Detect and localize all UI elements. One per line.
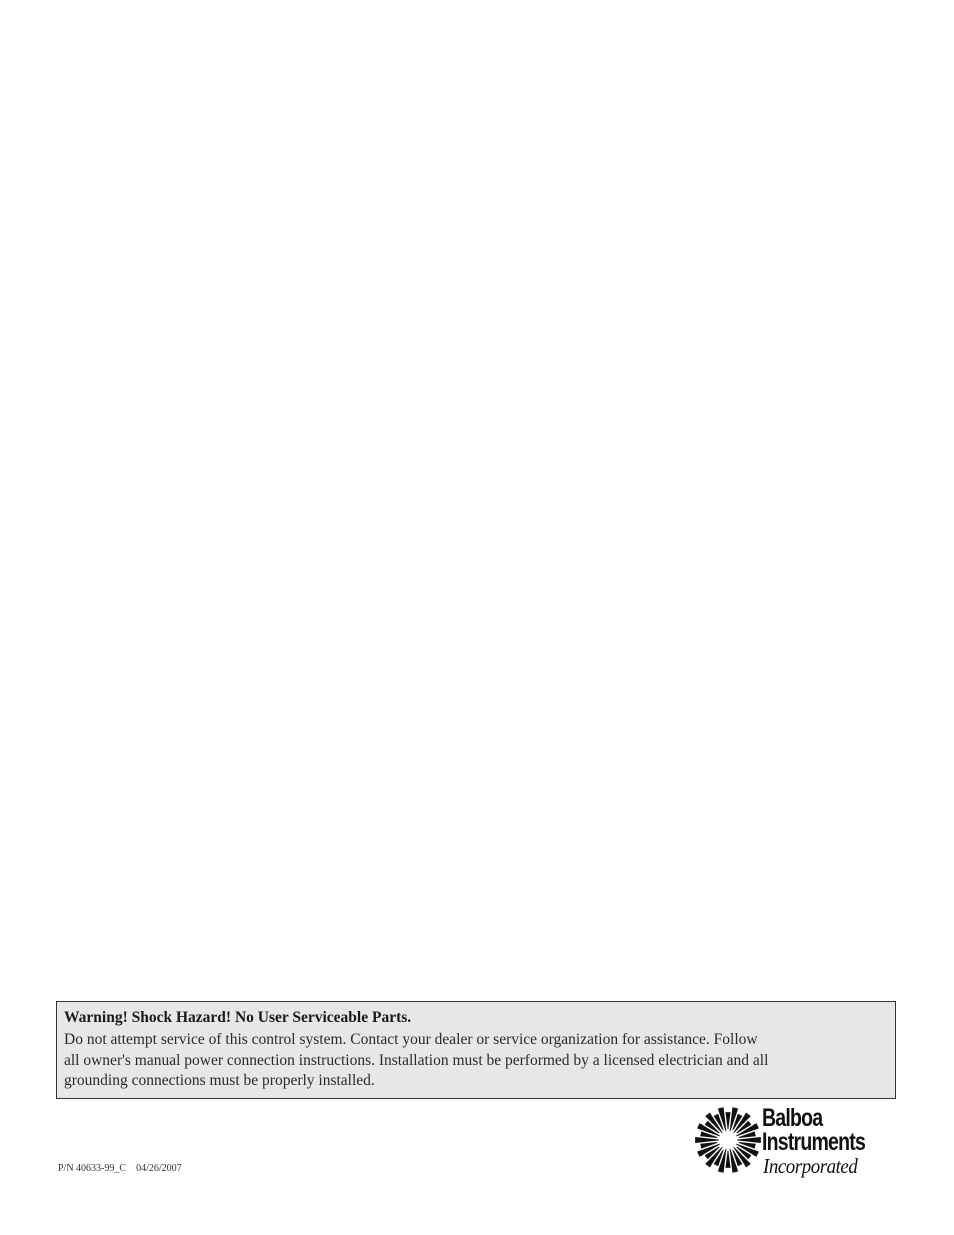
warning-box xyxy=(56,1001,896,1099)
document-date: 04/26/2007 xyxy=(136,1163,182,1174)
sunburst-ray xyxy=(725,1112,730,1129)
footer-part-info xyxy=(58,1163,182,1174)
part-number: P/N 40633-99_C xyxy=(58,1163,127,1174)
logo-line-balboa: Balboa xyxy=(762,1104,823,1132)
sunburst-icon xyxy=(694,1106,762,1174)
warning-body-line: all owner's manual power connection instructions. Installation must be performed by a licensed electrician and all xyxy=(64,1051,769,1069)
warning-title: Warning! Shock Hazard! No User Serviceable Parts. xyxy=(64,1009,412,1026)
sunburst-ray xyxy=(725,1151,730,1168)
sunburst-ray xyxy=(737,1137,761,1143)
logo-line-instruments: Instruments xyxy=(762,1128,866,1156)
warning-body xyxy=(64,1030,888,1092)
warning-body-line: grounding connections must be properly installed. xyxy=(64,1072,375,1089)
company-logo xyxy=(694,1104,904,1180)
logo-line-incorporated: Incorporated xyxy=(763,1154,858,1178)
sunburst-ray xyxy=(695,1137,719,1143)
warning-body-line: Do not attempt service of this control system. Contact your dealer or service organization for assistance. Follow xyxy=(64,1031,758,1048)
